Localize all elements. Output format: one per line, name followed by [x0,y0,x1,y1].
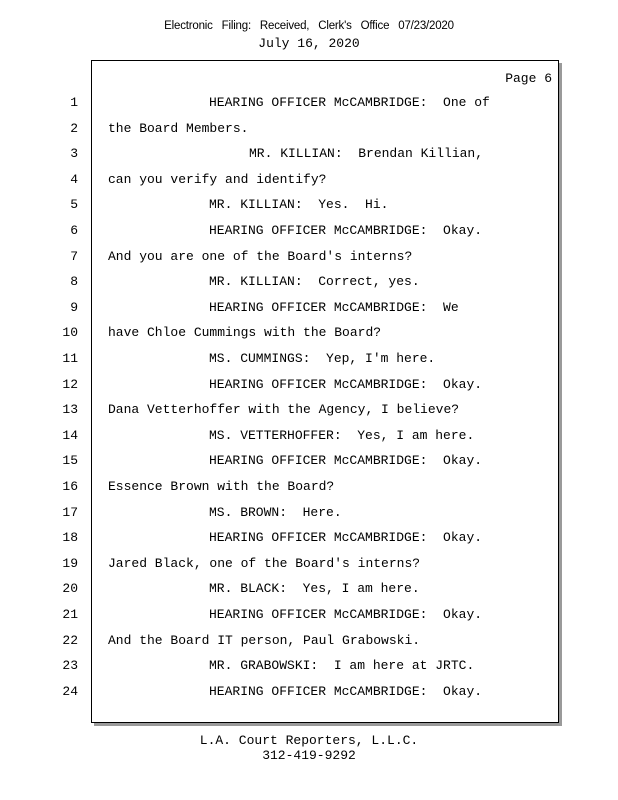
line-text: MR. KILLIAN: Yes. Hi. [209,197,389,213]
transcript-line [62,400,558,420]
reporter-phone: 312-419-9292 [262,748,356,763]
transcript-line [62,323,558,343]
transcript-line [70,144,558,164]
line-number: 23 [62,658,78,674]
transcript-line [70,247,558,267]
transcript-line [70,272,558,292]
line-number: 2 [70,120,78,136]
transcript-line [70,93,558,113]
transcript-page [62,60,559,723]
line-text: MR. KILLIAN: Brendan Killian, [249,146,484,162]
line-number: 8 [70,274,78,290]
line-number: 4 [70,171,78,187]
line-text: the Board Members. [108,120,249,136]
transcript-line [62,426,558,446]
line-number: 19 [62,555,78,571]
line-text: HEARING OFFICER McCAMBRIDGE: One of [209,95,490,110]
line-text: HEARING OFFICER McCAMBRIDGE: Okay. [209,223,483,238]
line-text: have Chloe Cummings with the Board? [108,325,382,341]
line-number: 5 [70,197,78,213]
line-text: And you are one of the Board's interns? [108,248,413,264]
line-number: 17 [62,504,78,520]
transcript-line [62,375,558,395]
line-number: 1 [70,95,78,110]
line-text: HEARING OFFICER McCAMBRIDGE: We [209,299,459,315]
line-text: can you verify and identify? [108,171,327,187]
hearing-date: July 16, 2020 [258,36,360,51]
line-number: 20 [62,581,78,597]
line-number: 3 [70,146,78,162]
line-number: 12 [62,376,78,392]
line-text: And the Board IT person, Paul Grabowski. [108,632,421,648]
transcript-line [70,119,558,139]
line-text: MS. VETTERHOFFER: Yes, I am here. [209,427,475,443]
transcript-line [62,656,558,676]
transcript-line [62,528,558,548]
transcript-line [62,477,558,497]
transcript-line [62,682,558,702]
transcript-line [70,195,558,215]
line-text: MS. BROWN: Here. [209,504,342,520]
line-number: 22 [62,632,78,648]
page-number: Page 6 [505,71,552,86]
transcript-line [62,503,558,523]
transcript-line [62,605,558,625]
transcript-line [62,349,558,369]
transcript-line [62,579,558,599]
line-number: 24 [62,683,78,699]
line-text: HEARING OFFICER McCAMBRIDGE: Okay. [209,530,483,546]
line-number: 7 [70,248,78,264]
line-text: MS. CUMMINGS: Yep, I'm here. [209,351,436,366]
transcript-line [70,221,558,241]
reporter-name: L.A. Court Reporters, L.L.C. [199,733,419,748]
line-text: HEARING OFFICER McCAMBRIDGE: Okay. [209,376,483,392]
line-number: 15 [62,453,78,469]
transcript-line [62,631,558,651]
line-number: 13 [62,402,78,418]
line-number: 6 [70,223,78,238]
transcript-line [70,170,558,190]
line-text: HEARING OFFICER McCAMBRIDGE: Okay. [209,453,483,469]
line-text: Jared Black, one of the Board's interns? [108,555,421,571]
line-number: 16 [62,479,78,494]
line-number: 10 [62,325,78,341]
line-number: 21 [62,607,78,622]
line-text: MR. BLACK: Yes, I am here. [209,581,420,597]
line-text: Dana Vetterhoffer with the Agency, I believe? [108,402,460,418]
line-number: 9 [70,299,78,315]
line-number: 11 [62,351,78,366]
transcript-line [62,451,558,471]
line-text: MR. KILLIAN: Correct, yes. [209,274,420,290]
line-text: MR. GRABOWSKI: I am here at JRTC. [209,658,475,674]
transcript-line [70,298,558,318]
electronic-filing-stamp: Electronic Filing: Received, Clerk's Office 07/23/2020 [164,20,454,32]
line-text: Essence Brown with the Board? [108,479,335,494]
line-number: 18 [62,530,78,546]
line-text: HEARING OFFICER McCAMBRIDGE: Okay. [209,607,483,622]
line-number: 14 [62,427,78,443]
transcript-line [62,554,558,574]
court-reporter-footer [0,733,618,763]
line-text: HEARING OFFICER McCAMBRIDGE: Okay. [209,683,483,699]
